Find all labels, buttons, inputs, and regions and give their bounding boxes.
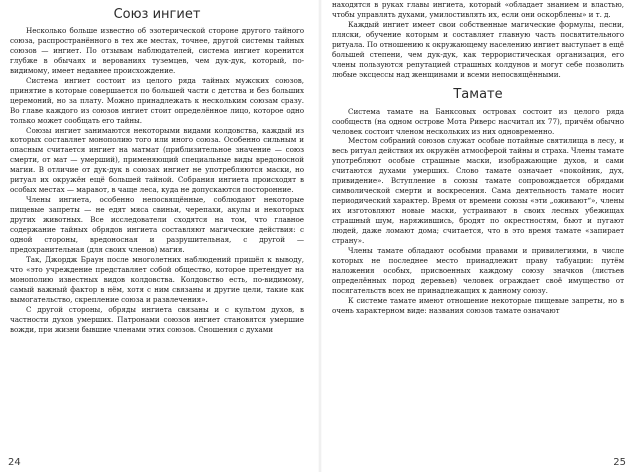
- left-page: [6, 0, 310, 472]
- paragraph: Система ингиет состоит из целого ряда тайных мужских союзов, принятие в которые совершается по большей части с детства и без больших церемоний, но за плату. Можно принадлежать к нескольким союзам сразу. Во главе каждого из союзов ингиет стоит определённое лицо, которое одно только может сообщать его тайны.: [10, 75, 304, 125]
- paragraph: Несколько больше известно об эзотерической стороне другого тайного союза, распространённого в тех же местах, точнее, другой системы тайных союзов — ингиет. По отзывам наблюдателей, система ингиет коренится глубже в обычаях и верованиях туземцев, чем дук-дук, который, по-видимому, имеет недавнее происхождение.: [10, 26, 304, 75]
- section-title-tamate: Тамате: [453, 86, 503, 102]
- paragraph: Система тамате на Банксовых островах состоит из целого ряда сообществ (на одном острове Мота Риверс насчитал их 77), причём обычно человек состоит членом нескольких из них одновременно.: [332, 106, 624, 136]
- paragraph: Союзы ингиет занимаются некоторыми видами колдовства, каждый из которых составляет монополию того или иного союза. Особенно сильным и опасным считается ингиет на матмат (приблизительное значение — союз смерти, от мат — умерший), применяющий специальные виды вредоносной магии. В отличие от дук-дук в союзах ингиет не употребляются маски, но ритуал их окружён ещё большей тайной. Собрания ингиета происходят в особых местах — маравот, в чащe леса, куда не допускаются посторонние.: [10, 125, 304, 195]
- paragraph: Члены тамате обладают особыми правами и привилегиями, в числе которых не последнее место принадлежит праву табуации: путём наложения особых, присвоенных каждому союзу значков (листьев определённых пород деревьев) человек ограждает своё имущество от посягательств всех не принадлежащих к данному союзу.: [332, 245, 624, 295]
- book-gutter: [318, 0, 322, 472]
- paragraph-continued: находятся в руках главы ингиета, который «обладает знанием и властью, чтобы управлять духами, умилостивлять их, если они оскорблены» и т. д.: [332, 0, 624, 19]
- section-title-ingiet: Союз ингиет: [113, 7, 201, 22]
- paragraph: К системе тамате имеют отношение некоторые пищевые запреты, но в очень характерном виде: названия союзов тамате означают: [332, 295, 624, 315]
- page-number: 25: [613, 457, 626, 468]
- right-page: [326, 0, 630, 472]
- paragraph: Так, Джордж Браун после многолетних наблюдений пришёл к выводу, что «это учреждение представляет собой общество, которое претендует на монополию известных видов колдовства. Колдовство есть, по-видимому, самый важный фактор в нём, хотя с ним связаны и другие цели, такие как вымогательство, скрепление союза и развлечения».: [10, 254, 304, 304]
- paragraph: Члены ингиета, особенно непосвящённые, соблюдают некоторые пищевые запреты — не едят мяса свиньи, черепахи, акулы и некоторых других животных. Все исследователи сходятся на том, что главное содержание тайных обрядов ингиета составляют магические действия: с одной стороны, вредоносная и разрушительная, с другой — предохранительная (для своих членов) магия.: [10, 195, 304, 254]
- page-number: 24: [8, 457, 21, 468]
- paragraph: Каждый ингиет имеет свои собственные магические формулы, песни, пляски, обучение которым и составляет главную часть посвятительного ритуала. По отношению к окружающему населению ингиет выступает в ещё большей степени, чем дук-дук, как террористическая организация, его члены пользуются репутацией страшных колдунов и могут себе позволить любые эксцессы над женщинами и всеми непосвящёнными.: [332, 19, 624, 79]
- paragraph: Местом собраний союзов служат особые потайные святилища в лесу, и весь ритуал действия их окружён атмосферой тайны и страха. Члены тамате употребляют особые страшные маски, изображающие духов, и сами считаются духами умерших. Слово тамате означает «покойник, дух, привидение». Вступление в союзы тамате сопровождается обрядами символической смерти и воскресения. Сама деятельность тамате носит периодический характер. Время от времени союзы «эти „оживают“», члены их изготовляют новые маски, устраивают в своих лесных убежищах страшный шум, наряжившись, бродят по окрестностям, бьют и пугают людей, даже ломают дома; считается, что в это время тамате «запирает страну».: [332, 136, 624, 246]
- paragraph: С другой стороны, обряды ингиета связаны и с культом духов, в частности духов умерших. Патронами союзов ингиет становятся умершие вожди, при жизни бывшие членами этих союзов. Сношения с духами: [10, 304, 304, 334]
